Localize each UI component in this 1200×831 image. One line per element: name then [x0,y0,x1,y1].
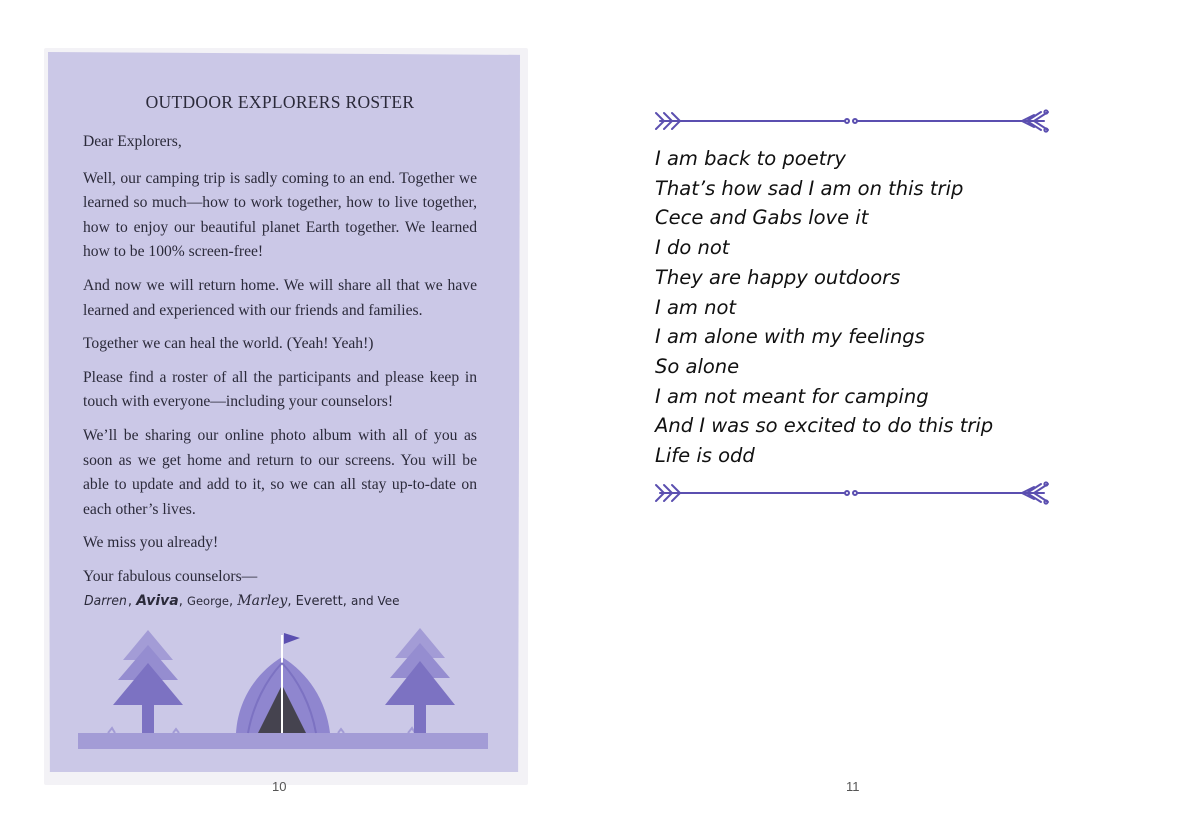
letter-greeting: Dear Explorers, [83,133,182,150]
tent-icon [236,633,330,733]
letter-title: OUTDOOR EXPLORERS ROSTER [145,92,415,112]
poem-line: Cece and Gabs love it [655,206,869,230]
poem-line: I am alone with my feelings [655,325,925,349]
letter-paragraph: Please find a roster of all the participants and please keep in touch with everyone—including your counselors! [83,368,477,411]
campsite-illustration [78,625,490,755]
signature: George [187,594,229,608]
signature: Darren [84,594,127,609]
signature: Everett [295,594,343,609]
arrow-divider-top [654,108,1050,134]
letter-paragraph: Well, our camping trip is sadly coming to an end. Together we learned so much—how to work together, how to live together, how to enjoy our beautiful planet Earth together. We learned how to be 100% screen-free! [83,169,477,261]
letter-closing: We miss you already! [83,534,219,552]
letter-body [83,130,477,599]
poem-line: Life is odd [655,444,755,468]
poem-line: That’s how sad I am on this trip [655,176,964,200]
poem-line: And I was so excited to do this trip [655,414,994,438]
poem-line: They are happy outdoors [655,265,901,289]
signature: and Vee [351,594,400,608]
arrow-divider-bottom [654,480,1050,506]
letter-closing-sub: Your fabulous counselors— [83,567,258,585]
poem-line: So alone [655,354,740,378]
signature: Marley [237,593,288,609]
pine-tree-icon [113,630,183,733]
pine-tree-icon [385,628,455,733]
letter-paragraph: Together we can heal the world. (Yeah! Yeah!) [83,335,374,353]
poem-line: I am not [655,295,737,319]
poem-line: I do not [655,236,730,260]
letter-paragraph: We’ll be sharing our online photo album with all of you as soon as we get home and return to our screens. You will be able to update and add to it, so we can all stay up-to-date on each other’s lives. [83,426,477,518]
letter-paragraph: And now we will return home. We will share all that we have learned and experienced with our friends and families. [83,276,477,319]
poem-line: I am back to poetry [655,147,846,170]
page-number: 11 [846,779,860,794]
counselor-signatures: Darren, Aviva, George, Marley, Everett, and Vee [84,593,400,609]
poem-line: I am not meant for camping [655,384,929,408]
page-number: 10 [272,779,287,794]
poem [655,144,1055,471]
ground [78,733,488,749]
signature: Aviva [136,593,179,609]
